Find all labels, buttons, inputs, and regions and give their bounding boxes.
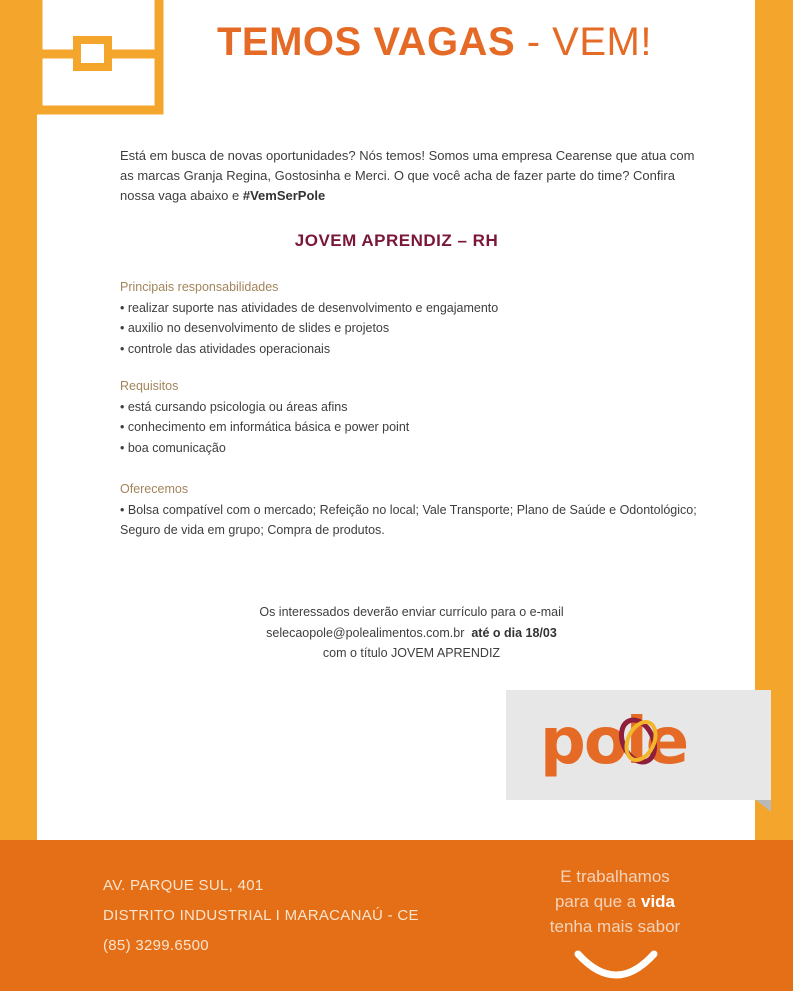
list-item: • boa comunicação — [120, 438, 700, 459]
requirements-section — [120, 376, 700, 458]
logo-fold-shadow — [756, 800, 771, 812]
contact-line-2 — [0, 623, 793, 644]
title-end: VEM! — [552, 20, 652, 64]
list-item: • está cursando psicologia ou áreas afins — [120, 397, 700, 418]
footer-phone: (85) 3299.6500 — [103, 937, 209, 954]
slogan-line-3: tenha mais sabor — [549, 917, 681, 936]
deadline: até o dia 18/03 — [471, 625, 557, 640]
list-item: • Bolsa compatível com o mercado; Refeição no local; Vale Transporte; Plano de Saúde e Odontológico; Seguro de vida em grupo; Compra de produtos. — [120, 500, 700, 541]
requirements-list — [120, 397, 700, 459]
title-main: TEMOS VAGAS — [217, 20, 516, 64]
contact-line-1: Os interessados deverão enviar currículo para o e-mail — [259, 605, 564, 619]
contact-instructions — [0, 602, 793, 664]
pole-logo-graphic — [506, 690, 771, 800]
job-title: JOVEM APRENDIZ – RH — [294, 231, 499, 250]
list-item: • auxilio no desenvolvimento de slides e projetos — [120, 318, 700, 339]
requirements-heading: Requisitos — [120, 379, 179, 393]
intro-text: Está em busca de novas oportunidades? Nós temos! Somos uma empresa Cearense que atua com as marcas Granja Regina, Gostosinha e Merci. O que você acha de fazer parte do time? Confira nossa vaga abaixo e — [120, 148, 695, 203]
contact-email[interactable]: selecaopole@polealimentos.com.br — [266, 625, 465, 640]
responsibilities-list — [120, 298, 700, 360]
offers-heading: Oferecemos — [120, 482, 189, 496]
footer-slogan — [520, 864, 710, 939]
offers-list — [120, 500, 700, 541]
slogan-highlight: vida — [640, 892, 676, 911]
slogan-line-2 — [520, 889, 710, 914]
contact-line-3: com o título JOVEM APRENDIZ — [322, 646, 501, 660]
briefcase-icon — [0, 0, 170, 120]
list-item: • realizar suporte nas atividades de desenvolvimento e engajamento — [120, 298, 700, 319]
hashtag: #VemSerPole — [242, 188, 326, 203]
title-separator: - — [515, 20, 553, 64]
footer-address-line-2: DISTRITO INDUSTRIAL I MARACANAÚ - CE — [103, 907, 419, 924]
intro-paragraph — [120, 146, 700, 206]
footer-address-line-1: AV. PARQUE SUL, 401 — [103, 877, 264, 894]
list-item: • conhecimento em informática básica e power point — [120, 417, 700, 438]
offers-section — [120, 479, 700, 541]
pole-logo — [506, 690, 771, 800]
slogan-line-2-text: para que a — [554, 892, 641, 911]
page-title — [217, 20, 652, 65]
responsibilities-heading: Principais responsabilidades — [120, 280, 279, 294]
smile-icon — [570, 946, 662, 986]
slogan-line-1: E trabalhamos — [560, 867, 670, 886]
logo-text: pole — [540, 705, 688, 779]
responsibilities-section — [120, 277, 700, 359]
list-item: • controle das atividades operacionais — [120, 339, 700, 360]
